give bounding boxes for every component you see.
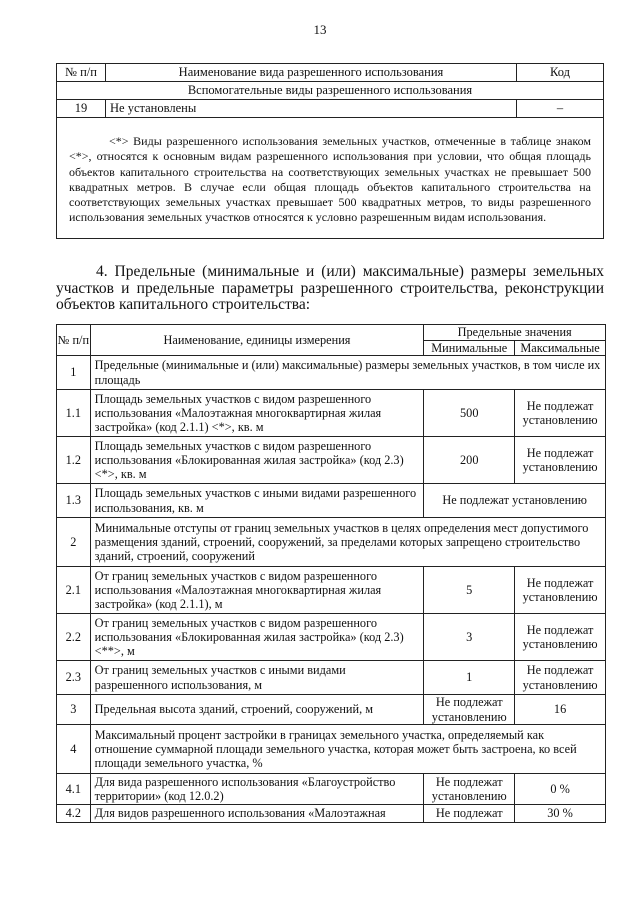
row-num: 2.3 bbox=[57, 661, 91, 695]
header-name: Наименование, единицы измерения bbox=[90, 325, 424, 356]
header-name: Наименование вида разрешенного использования bbox=[106, 64, 517, 82]
row-max: Не подлежат установлению bbox=[515, 567, 606, 614]
row-max: Не подлежат установлению bbox=[515, 661, 606, 695]
row-merged-value: Не подлежат установлению bbox=[424, 484, 606, 518]
table-row bbox=[57, 774, 606, 805]
table-row bbox=[57, 437, 606, 484]
row-name: Площадь земельных участков с видом разрешенного использования «Блокированная жилая застройка» (код 2.3) <*>, кв. м bbox=[90, 437, 424, 484]
row-num: 1.2 bbox=[57, 437, 91, 484]
header-min: Минимальные bbox=[424, 340, 515, 356]
header-num: № п/п bbox=[57, 325, 91, 356]
footnote-body: <*> Виды разрешенного использования земельных участков, отмеченные в таблице знаком <*>, относятся к основным видам разрешенного использования при условии, что общая площадь объектов капитального строительства на соответствующих земельных участках не превышает 500 квадратных метров. В случае если общая площадь объектов капитального строительства на соответствующих земельных участках превышает 500 квадратных метров, то виды разрешенного использования земельных участков относятся к условно разрешенным видам использования. bbox=[69, 134, 591, 225]
table-row bbox=[57, 390, 606, 437]
row-name: Площадь земельных участков с иными видами разрешенного использования, кв. м bbox=[90, 484, 424, 518]
page-number: 13 bbox=[313, 22, 327, 37]
row-max: Не подлежат установлению bbox=[515, 437, 606, 484]
row-min: Не подлежат установлению bbox=[424, 695, 515, 725]
row-min: 5 bbox=[424, 567, 515, 614]
row-min: 500 bbox=[424, 390, 515, 437]
row-num: 1 bbox=[57, 356, 91, 390]
row-name: Для вида разрешенного использования «Благоустройство территории» (код 12.0.2) bbox=[90, 774, 424, 805]
row-min: 200 bbox=[424, 437, 515, 484]
row-name: Максимальный процент застройки в границах земельного участка, определяемый как отношение суммарной площади земельного участка, которая может быть застроена, ко всей площади земельного участка, % bbox=[90, 725, 605, 774]
section-title: Вспомогательные виды разрешенного использования bbox=[57, 82, 604, 100]
table-header-row bbox=[57, 64, 604, 82]
row-name: Не установлены bbox=[106, 100, 517, 118]
paragraph-text: 4. Предельные (минимальные и (или) максимальные) размеры земельных участков и предельные параметры разрешенного строительства, реконструкции объектов капитального строительства: bbox=[56, 263, 604, 313]
header-limits: Предельные значения bbox=[424, 325, 606, 341]
table-row bbox=[57, 484, 606, 518]
table-row bbox=[57, 518, 606, 567]
table-header-row bbox=[57, 325, 606, 341]
row-min: Не подлежат установлению bbox=[424, 774, 515, 805]
section-paragraph bbox=[56, 264, 604, 314]
limits-table bbox=[56, 324, 606, 823]
row-min: Не подлежат bbox=[424, 805, 515, 823]
table-row bbox=[57, 356, 606, 390]
row-num: 4.2 bbox=[57, 805, 91, 823]
row-num: 2 bbox=[57, 518, 91, 567]
row-max: 0 % bbox=[515, 774, 606, 805]
table-row bbox=[57, 695, 606, 725]
row-num: 2.2 bbox=[57, 614, 91, 661]
row-max: Не подлежат установлению bbox=[515, 614, 606, 661]
header-num: № п/п bbox=[57, 64, 106, 82]
row-num: 1.3 bbox=[57, 484, 91, 518]
row-name: От границ земельных участков с видом разрешенного использования «Малоэтажная многоквартирная жилая застройка» (код 2.1.1), м bbox=[90, 567, 424, 614]
row-code: – bbox=[517, 100, 604, 118]
row-name: Предельная высота зданий, строений, сооружений, м bbox=[90, 695, 424, 725]
note-row bbox=[57, 118, 604, 239]
row-num: 2.1 bbox=[57, 567, 91, 614]
section-row bbox=[57, 82, 604, 100]
permitted-use-table bbox=[56, 63, 604, 239]
row-name: Предельные (минимальные и (или) максимальные) размеры земельных участков, в том числе их площадь bbox=[90, 356, 605, 390]
table-row bbox=[57, 661, 606, 695]
row-min: 1 bbox=[424, 661, 515, 695]
row-max: Не подлежат установлению bbox=[515, 390, 606, 437]
row-name: Минимальные отступы от границ земельных участков в целях определения мест допустимого размещения зданий, строений, сооружений, за пределами которых запрещено строительство зданий, строений, сооружений bbox=[90, 518, 605, 567]
row-max: 16 bbox=[515, 695, 606, 725]
table-row bbox=[57, 567, 606, 614]
table-row bbox=[57, 100, 604, 118]
row-num: 4.1 bbox=[57, 774, 91, 805]
row-num: 1.1 bbox=[57, 390, 91, 437]
table-row bbox=[57, 614, 606, 661]
row-max: 30 % bbox=[515, 805, 606, 823]
row-name: Для видов разрешенного использования «Малоэтажная bbox=[90, 805, 424, 823]
row-num: 3 bbox=[57, 695, 91, 725]
footnote-text bbox=[57, 118, 604, 239]
row-name: Площадь земельных участков с видом разрешенного использования «Малоэтажная многоквартирная жилая застройка» (код 2.1.1) <*>, кв. м bbox=[90, 390, 424, 437]
table-row bbox=[57, 725, 606, 774]
row-min: 3 bbox=[424, 614, 515, 661]
header-code: Код bbox=[517, 64, 604, 82]
header-max: Максимальные bbox=[515, 340, 606, 356]
row-num: 19 bbox=[57, 100, 106, 118]
table-row bbox=[57, 805, 606, 823]
row-num: 4 bbox=[57, 725, 91, 774]
row-name: От границ земельных участков с иными видами разрешенного использования, м bbox=[90, 661, 424, 695]
row-name: От границ земельных участков с видом разрешенного использования «Блокированная жилая застройка» (код 2.3) <**>, м bbox=[90, 614, 424, 661]
